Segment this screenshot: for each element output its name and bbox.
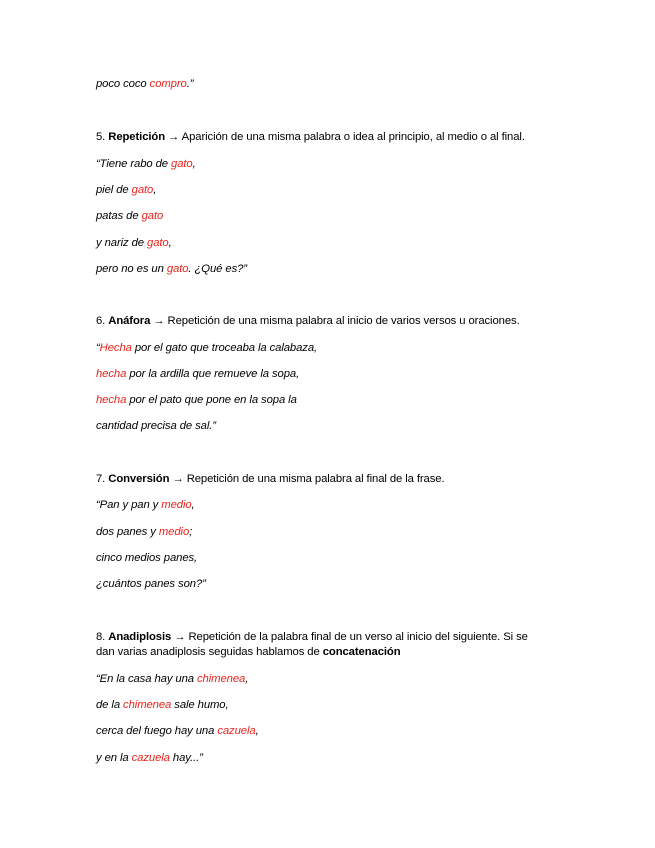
item-number: 5. bbox=[96, 131, 109, 143]
text-segment: dos panes y bbox=[96, 526, 159, 538]
text-segment: pero no es un bbox=[96, 263, 167, 275]
figure-heading-anadiplosis bbox=[96, 630, 528, 644]
text-segment: cantidad precisa de sal.” bbox=[96, 420, 216, 432]
verse-line bbox=[96, 393, 297, 407]
verse-line bbox=[96, 77, 193, 91]
highlighted-word: medio bbox=[161, 499, 192, 511]
text-segment: poco coco bbox=[96, 78, 150, 90]
verse-line bbox=[96, 525, 192, 539]
text-segment: hay...” bbox=[169, 752, 203, 764]
verse-line bbox=[96, 157, 196, 171]
text-segment: piel de bbox=[96, 184, 132, 196]
figure-heading-anafora bbox=[96, 314, 520, 328]
verse-line bbox=[96, 498, 195, 512]
text-segment: por el pato que pone en la sopa la bbox=[126, 394, 297, 406]
text-segment: “Tiene rabo de bbox=[96, 158, 172, 170]
highlighted-word: chimenea bbox=[197, 673, 246, 685]
text-segment: por el gato que troceaba la calabaza, bbox=[131, 342, 318, 354]
term-name: Conversión bbox=[108, 473, 170, 485]
verse-line bbox=[96, 751, 203, 765]
term-name-concatenacion: concatenación bbox=[322, 646, 401, 658]
text-segment: sale humo, bbox=[171, 699, 229, 711]
verse-line bbox=[96, 698, 229, 712]
term-name: Anáfora bbox=[108, 315, 151, 327]
item-number: 8. bbox=[96, 631, 109, 643]
text-segment: cerca del fuego hay una bbox=[96, 725, 218, 737]
text-segment: de la bbox=[96, 699, 124, 711]
verse-line bbox=[96, 236, 172, 250]
highlighted-word: gato bbox=[171, 158, 193, 170]
figure-heading-repeticion bbox=[96, 130, 525, 144]
highlighted-word: gato bbox=[131, 184, 154, 196]
term-name: Anadiplosis bbox=[108, 631, 172, 643]
text-segment: , bbox=[168, 237, 172, 249]
highlighted-word: chimenea bbox=[123, 699, 172, 711]
highlighted-word: gato bbox=[141, 210, 164, 222]
definition-continuation bbox=[96, 645, 401, 659]
verse-line bbox=[96, 262, 247, 276]
text-segment: , bbox=[245, 673, 249, 685]
text-segment: “Pan y pan y bbox=[96, 499, 162, 511]
figure-heading-conversion bbox=[96, 472, 445, 486]
text-segment: , bbox=[255, 725, 259, 737]
verse-line bbox=[96, 672, 248, 686]
verse-line bbox=[96, 341, 317, 355]
verse-line bbox=[96, 209, 163, 223]
term-name: Repetición bbox=[108, 131, 166, 143]
text-segment: , bbox=[192, 158, 196, 170]
verse-line bbox=[96, 419, 216, 433]
text-segment: “ bbox=[96, 342, 100, 354]
text-segment: patas de bbox=[96, 210, 142, 222]
term-definition: → Repetición de una misma palabra al final de la frase. bbox=[169, 473, 445, 485]
highlighted-word: cazuela bbox=[217, 725, 256, 737]
highlighted-word: hecha bbox=[96, 394, 127, 406]
text-segment: .” bbox=[186, 78, 194, 90]
text-segment: “En la casa hay una bbox=[96, 673, 197, 685]
text-segment: ; bbox=[189, 526, 193, 538]
highlighted-word: medio bbox=[158, 526, 190, 538]
text-segment: cinco medios panes, bbox=[96, 552, 198, 564]
text-segment: y en la bbox=[96, 752, 132, 764]
item-number: 7. bbox=[96, 473, 109, 485]
verse-line bbox=[96, 551, 197, 565]
highlighted-word: compro bbox=[149, 78, 187, 90]
highlighted-word: hecha bbox=[96, 368, 127, 380]
text-segment: , bbox=[191, 499, 195, 511]
text-segment: por la ardilla que remueve la sopa, bbox=[126, 368, 300, 380]
text-segment: . ¿Qué es?” bbox=[188, 263, 247, 275]
highlighted-word: gato bbox=[166, 263, 189, 275]
text-segment: ¿cuántos panes son?” bbox=[96, 578, 206, 590]
text-segment: y nariz de bbox=[96, 237, 148, 249]
term-definition: → Repetición de la palabra final de un verso al inicio del siguiente. Si se bbox=[171, 631, 528, 643]
highlighted-word: gato bbox=[147, 237, 169, 249]
text-segment: , bbox=[153, 184, 157, 196]
verse-line bbox=[96, 183, 156, 197]
term-definition: → Aparición de una misma palabra o idea al principio, al medio o al final. bbox=[165, 131, 525, 143]
highlighted-word: Hecha bbox=[99, 342, 132, 354]
highlighted-word: cazuela bbox=[131, 752, 170, 764]
term-definition: → Repetición de una misma palabra al inicio de varios versos u oraciones. bbox=[150, 315, 520, 327]
verse-line bbox=[96, 367, 299, 381]
verse-line bbox=[96, 724, 259, 738]
term-definition: dan varias anadiplosis seguidas hablamos de bbox=[96, 646, 323, 658]
item-number: 6. bbox=[96, 315, 109, 327]
verse-line bbox=[96, 577, 206, 591]
